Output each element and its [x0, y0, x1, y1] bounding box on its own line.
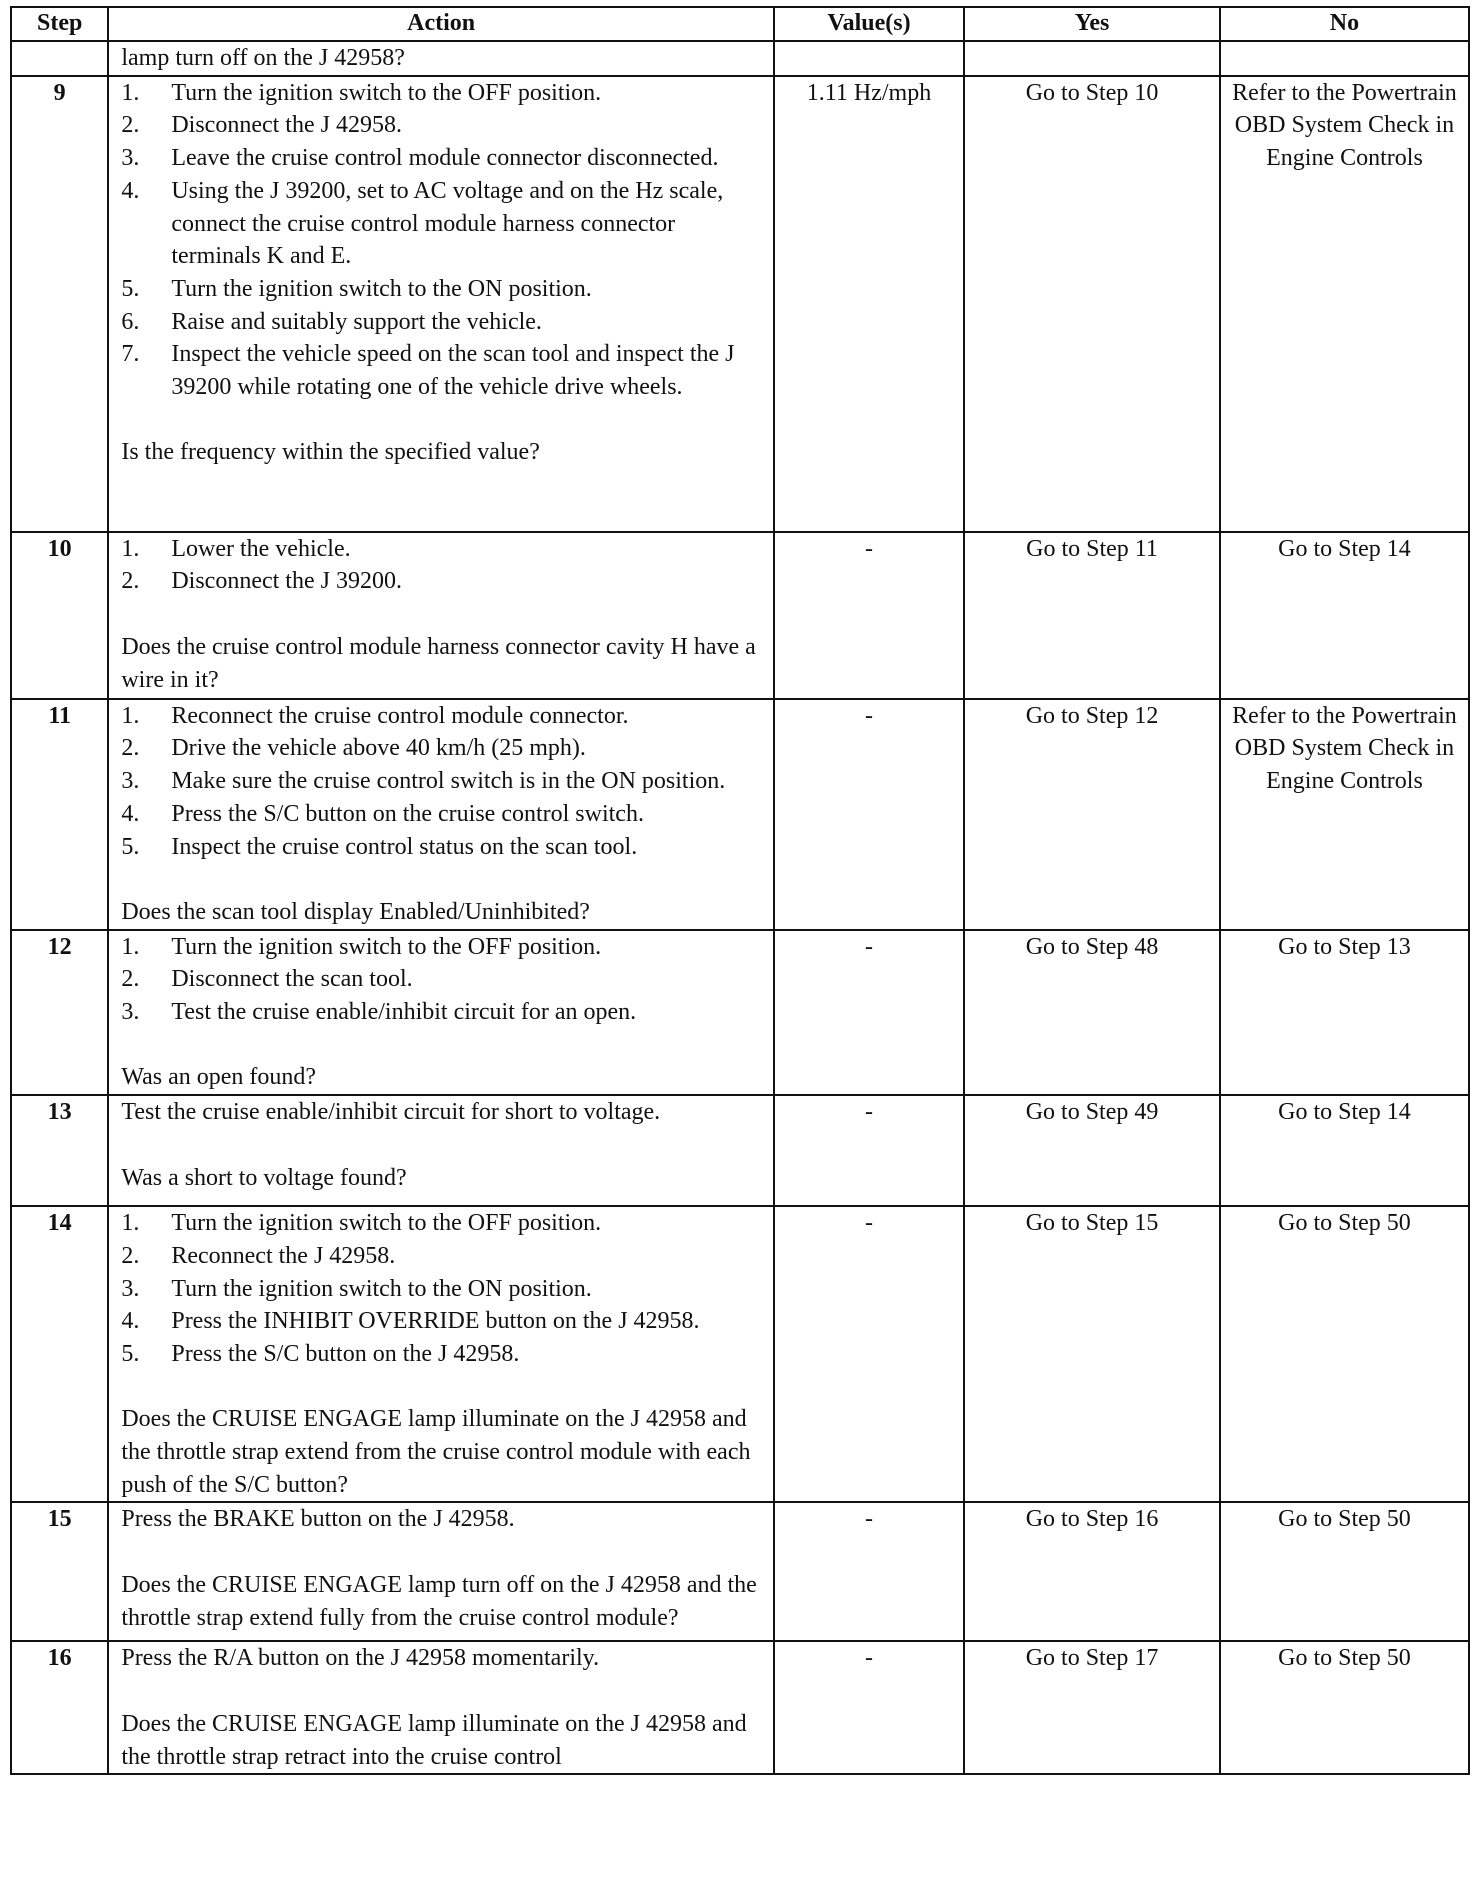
procedure-step-number: 5.	[121, 833, 140, 860]
procedure-step	[121, 765, 763, 798]
procedure-step-number: 1.	[121, 1210, 140, 1237]
step-number: 15	[11, 1502, 108, 1641]
header-action: Action	[108, 7, 774, 41]
yes-cell: Go to Step 49	[964, 1095, 1220, 1206]
procedure-step	[121, 996, 763, 1029]
no-cell	[1220, 41, 1469, 76]
yes-cell: Go to Step 16	[964, 1502, 1220, 1641]
header-values: Value(s)	[774, 7, 964, 41]
yes-cell: Go to Step 10	[964, 76, 1220, 532]
procedure-step-text: Inspect the cruise control status on the scan tool.	[171, 833, 638, 860]
procedure-step	[121, 963, 763, 996]
value-cell: -	[774, 699, 964, 930]
procedure-step-text: Press the S/C button on the J 42958.	[171, 1340, 520, 1367]
action-cell	[108, 930, 774, 1096]
table-row	[11, 41, 1469, 76]
no-cell: Go to Step 50	[1220, 1502, 1469, 1641]
no-cell: Go to Step 14	[1220, 532, 1469, 699]
procedure-step-text: Turn the ignition switch to the OFF position.	[171, 79, 602, 106]
action-cell	[108, 1502, 774, 1641]
procedure-step-number: 2.	[121, 112, 140, 139]
table-row	[11, 930, 1469, 1096]
action-text: Press the BRAKE button on the J 42958.	[121, 1506, 515, 1533]
table-row	[11, 1641, 1469, 1774]
no-cell: Refer to the Powertrain OBD System Check in Engine Controls	[1220, 699, 1469, 930]
header-row	[11, 7, 1469, 41]
procedure-step-number: 1.	[121, 79, 140, 106]
question-text: Does the cruise control module harness connector cavity H have a wire in it?	[121, 633, 756, 693]
procedure-step	[121, 798, 763, 831]
procedure-step	[121, 306, 763, 339]
value-cell: -	[774, 532, 964, 699]
procedure-step-text: Make sure the cruise control switch is in the ON position.	[171, 768, 726, 795]
procedure-step-text: Press the S/C button on the cruise control switch.	[171, 800, 644, 827]
step-number: 10	[11, 532, 108, 699]
procedure-step-number: 4.	[121, 177, 140, 204]
procedure-step-number: 6.	[121, 308, 140, 335]
procedure-step-number: 7.	[121, 341, 140, 368]
diagnostic-table	[10, 6, 1470, 1775]
procedure-step-text: Reconnect the cruise control module connector.	[171, 702, 629, 729]
value-cell: 1.11 Hz/mph	[774, 76, 964, 532]
yes-cell: Go to Step 48	[964, 930, 1220, 1096]
procedure-step	[121, 338, 763, 403]
procedure-step-number: 1.	[121, 702, 140, 729]
procedure-step	[121, 1207, 763, 1240]
procedure-step	[121, 142, 763, 175]
value-cell: -	[774, 1095, 964, 1206]
procedure-step-text: Inspect the vehicle speed on the scan tool and inspect the J 39200 while rotating one of the vehicle drive wheels.	[171, 341, 735, 401]
value-cell: -	[774, 930, 964, 1096]
diagnostic-table-container	[10, 6, 1470, 1775]
procedure-step-text: Press the INHIBIT OVERRIDE button on the J 42958.	[171, 1308, 700, 1335]
action-text: lamp turn off on the J 42958?	[121, 45, 405, 71]
question-text: Was a short to voltage found?	[121, 1164, 407, 1191]
procedure-list	[121, 533, 763, 598]
procedure-step	[121, 931, 763, 964]
procedure-step-number: 4.	[121, 1308, 140, 1335]
procedure-step-text: Disconnect the scan tool.	[171, 966, 413, 993]
procedure-step	[121, 1305, 763, 1338]
question-text: Does the CRUISE ENGAGE lamp turn off on the J 42958 and the throttle strap extend fully from the cruise control module?	[121, 1571, 757, 1631]
procedure-step	[121, 109, 763, 142]
procedure-step-text: Leave the cruise control module connector disconnected.	[171, 145, 719, 172]
procedure-step-number: 2.	[121, 568, 140, 595]
procedure-list	[121, 1207, 763, 1371]
procedure-step-text: Turn the ignition switch to the ON position.	[171, 275, 592, 302]
procedure-step	[121, 700, 763, 733]
action-cell	[108, 699, 774, 930]
step-number: 12	[11, 930, 108, 1096]
procedure-list	[121, 931, 763, 1029]
procedure-step	[121, 273, 763, 306]
procedure-step	[121, 533, 763, 566]
no-cell: Go to Step 50	[1220, 1641, 1469, 1774]
step-number: 9	[11, 76, 108, 532]
action-cell	[108, 1206, 774, 1502]
table-row	[11, 76, 1469, 532]
table-body	[11, 41, 1469, 1774]
procedure-step-number: 2.	[121, 1242, 140, 1269]
procedure-step-number: 3.	[121, 999, 140, 1026]
procedure-step	[121, 565, 763, 598]
procedure-step-text: Drive the vehicle above 40 km/h (25 mph).	[171, 735, 586, 762]
procedure-step-text: Reconnect the J 42958.	[171, 1242, 396, 1269]
procedure-step-number: 2.	[121, 735, 140, 762]
table-row	[11, 699, 1469, 930]
value-cell: -	[774, 1641, 964, 1774]
value-cell	[774, 41, 964, 76]
procedure-step	[121, 175, 763, 273]
header-step: Step	[11, 7, 108, 41]
yes-cell: Go to Step 12	[964, 699, 1220, 930]
action-cell	[108, 1095, 774, 1206]
procedure-step-text: Disconnect the J 39200.	[171, 568, 402, 595]
procedure-step	[121, 1338, 763, 1371]
procedure-step-number: 5.	[121, 275, 140, 302]
step-number: 16	[11, 1641, 108, 1774]
step-number: 13	[11, 1095, 108, 1206]
procedure-list	[121, 700, 763, 864]
procedure-step-text: Using the J 39200, set to AC voltage and on the Hz scale, connect the cruise control module harness connector terminals K and E.	[171, 177, 724, 270]
value-cell: -	[774, 1502, 964, 1641]
question-text: Is the frequency within the specified value?	[121, 439, 540, 466]
question-text: Does the CRUISE ENGAGE lamp illuminate on the J 42958 and the throttle strap extend from the cruise control module with each push of the S/C button?	[121, 1406, 751, 1498]
procedure-step-number: 3.	[121, 1275, 140, 1302]
procedure-step-number: 1.	[121, 535, 140, 562]
procedure-step-number: 3.	[121, 768, 140, 795]
action-cell	[108, 76, 774, 532]
procedure-step-text: Turn the ignition switch to the ON position.	[171, 1275, 592, 1302]
step-number: 14	[11, 1206, 108, 1502]
yes-cell: Go to Step 17	[964, 1641, 1220, 1774]
step-number	[11, 41, 108, 76]
header-no: No	[1220, 7, 1469, 41]
yes-cell	[964, 41, 1220, 76]
action-text: Press the R/A button on the J 42958 momentarily.	[121, 1645, 600, 1672]
procedure-step-number: 2.	[121, 966, 140, 993]
procedure-step-text: Turn the ignition switch to the OFF position.	[171, 1210, 602, 1237]
table-row	[11, 532, 1469, 699]
procedure-step-text: Test the cruise enable/inhibit circuit for an open.	[171, 999, 637, 1026]
yes-cell: Go to Step 15	[964, 1206, 1220, 1502]
action-cell	[108, 532, 774, 699]
procedure-step-text: Lower the vehicle.	[171, 535, 351, 562]
yes-cell: Go to Step 11	[964, 532, 1220, 699]
table-row	[11, 1206, 1469, 1502]
value-cell: -	[774, 1206, 964, 1502]
no-cell: Go to Step 14	[1220, 1095, 1469, 1206]
procedure-step	[121, 831, 763, 864]
action-text: Test the cruise enable/inhibit circuit for short to voltage.	[121, 1099, 661, 1126]
table-row	[11, 1095, 1469, 1206]
no-cell: Refer to the Powertrain OBD System Check in Engine Controls	[1220, 76, 1469, 532]
procedure-step	[121, 1273, 763, 1306]
action-cell	[108, 41, 774, 76]
question-text: Was an open found?	[121, 1064, 317, 1091]
procedure-step-text: Disconnect the J 42958.	[171, 112, 402, 139]
procedure-step-number: 5.	[121, 1340, 140, 1367]
procedure-list	[121, 77, 763, 404]
header-yes: Yes	[964, 7, 1220, 41]
procedure-step	[121, 1240, 763, 1273]
procedure-step-number: 1.	[121, 933, 140, 960]
procedure-step	[121, 732, 763, 765]
action-cell	[108, 1641, 774, 1774]
table-row	[11, 1502, 1469, 1641]
procedure-step-number: 4.	[121, 800, 140, 827]
question-text: Does the CRUISE ENGAGE lamp illuminate on the J 42958 and the throttle strap retract into the cruise control	[121, 1710, 747, 1770]
procedure-step	[121, 77, 763, 110]
procedure-step-text: Turn the ignition switch to the OFF position.	[171, 933, 602, 960]
procedure-step-number: 3.	[121, 145, 140, 172]
no-cell: Go to Step 50	[1220, 1206, 1469, 1502]
procedure-step-text: Raise and suitably support the vehicle.	[171, 308, 542, 335]
no-cell: Go to Step 13	[1220, 930, 1469, 1096]
question-text: Does the scan tool display Enabled/Uninhibited?	[121, 898, 590, 925]
step-number: 11	[11, 699, 108, 930]
